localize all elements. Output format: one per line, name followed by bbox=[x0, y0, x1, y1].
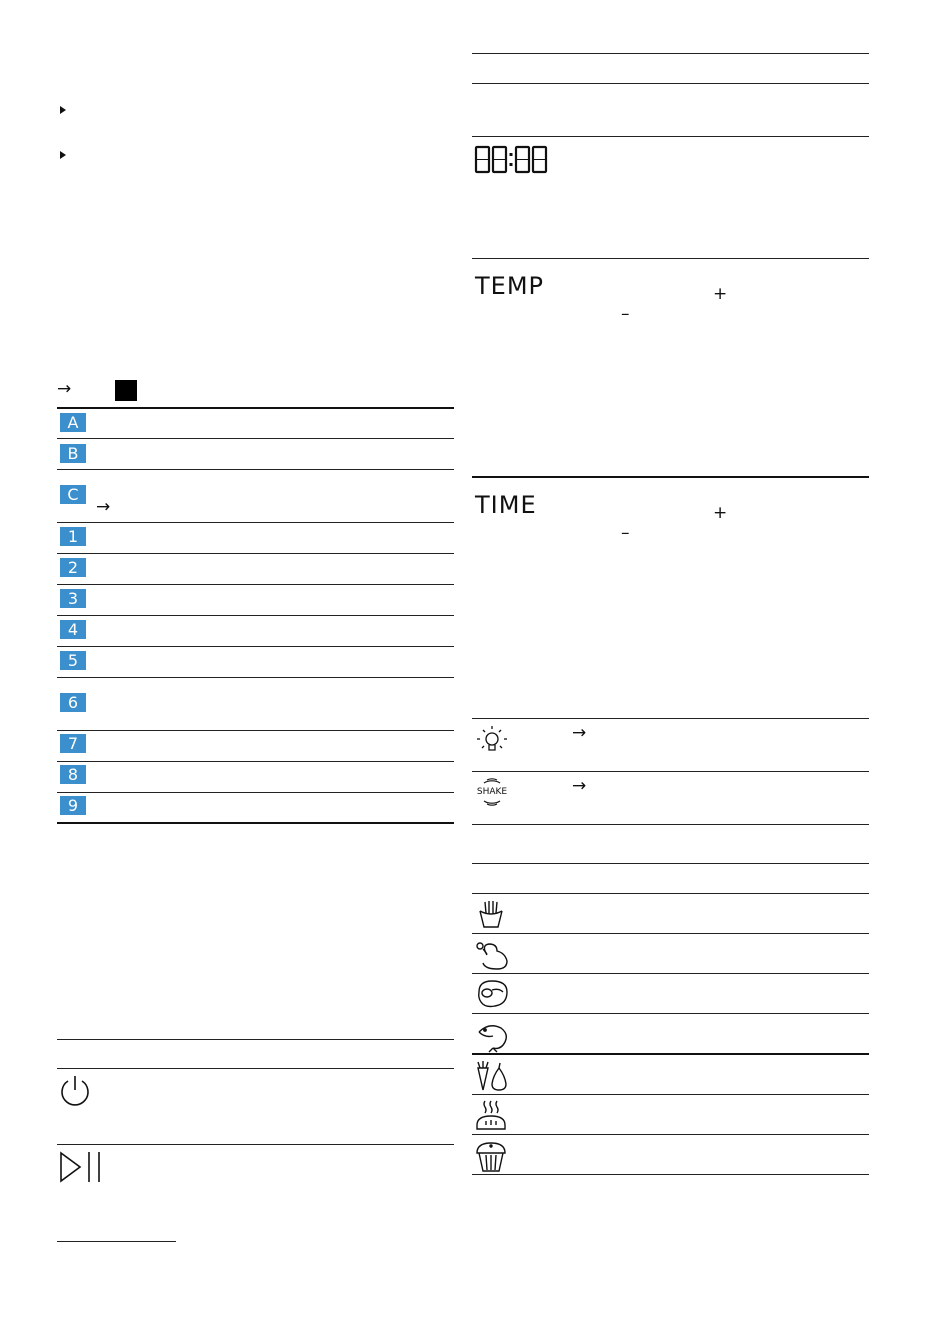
temp-minus-sign: – bbox=[621, 304, 630, 324]
shake-text: SHAKE bbox=[476, 787, 508, 797]
badge-3: 3 bbox=[60, 589, 86, 608]
badge-5: 5 bbox=[60, 651, 86, 670]
badge-c: C bbox=[60, 485, 86, 504]
row-divider bbox=[472, 718, 869, 719]
badge-6: 6 bbox=[60, 693, 86, 712]
row-divider bbox=[472, 893, 869, 894]
bread-icon bbox=[475, 1099, 509, 1131]
digital-display-icon bbox=[474, 145, 548, 175]
shake-arrow: → bbox=[572, 776, 587, 796]
muffin-icon bbox=[475, 1139, 507, 1173]
light-arrow: → bbox=[572, 723, 587, 743]
badge-c-arrow: → bbox=[96, 497, 111, 517]
row-divider bbox=[472, 933, 869, 934]
row-divider bbox=[472, 136, 869, 137]
row-divider bbox=[57, 615, 454, 616]
row-divider bbox=[57, 438, 454, 439]
row-divider bbox=[472, 1174, 869, 1175]
steak-icon bbox=[475, 978, 509, 1010]
row-divider bbox=[472, 824, 869, 825]
badge-4: 4 bbox=[60, 620, 86, 639]
row-divider bbox=[472, 53, 869, 54]
play-pause-icon bbox=[58, 1151, 104, 1183]
row-divider bbox=[57, 553, 454, 554]
row-divider bbox=[472, 1134, 869, 1135]
row-divider bbox=[57, 1039, 454, 1040]
row-divider bbox=[57, 1144, 454, 1145]
bullet-arrow-1 bbox=[60, 106, 66, 114]
time-plus-sign: + bbox=[713, 503, 728, 523]
row-divider bbox=[57, 522, 454, 523]
badge-8: 8 bbox=[60, 765, 86, 784]
food-section-rule bbox=[472, 1053, 869, 1055]
row-divider bbox=[57, 677, 454, 678]
legend-arrow: → bbox=[57, 379, 72, 399]
vegetables-icon bbox=[475, 1058, 509, 1092]
badge-9: 9 bbox=[60, 796, 86, 815]
light-icon bbox=[475, 724, 509, 758]
row-divider bbox=[57, 584, 454, 585]
time-minus-sign: – bbox=[621, 523, 630, 543]
row-divider bbox=[472, 83, 869, 84]
table-top-rule bbox=[57, 407, 454, 409]
legend-square-icon bbox=[115, 380, 137, 401]
power-icon bbox=[58, 1074, 92, 1108]
row-divider bbox=[472, 973, 869, 974]
row-divider bbox=[472, 1013, 869, 1014]
row-divider bbox=[57, 792, 454, 793]
row-divider bbox=[57, 730, 454, 731]
row-divider bbox=[57, 761, 454, 762]
chicken-drumstick-icon bbox=[475, 939, 509, 971]
footnote-rule bbox=[57, 1241, 176, 1242]
badge-7: 7 bbox=[60, 734, 86, 753]
time-label: TIME bbox=[475, 491, 537, 519]
temp-label: TEMP bbox=[475, 272, 545, 300]
row-divider bbox=[472, 1094, 869, 1095]
fries-icon bbox=[475, 899, 507, 929]
row-divider bbox=[472, 771, 869, 772]
temp-plus-sign: + bbox=[713, 284, 728, 304]
row-divider bbox=[472, 258, 869, 259]
row-divider bbox=[57, 646, 454, 647]
badge-1: 1 bbox=[60, 527, 86, 546]
fish-icon bbox=[475, 1018, 511, 1052]
badge-b: B bbox=[60, 444, 86, 463]
badge-a: A bbox=[60, 413, 86, 432]
temp-bottom-rule bbox=[472, 476, 869, 478]
row-divider bbox=[57, 1068, 454, 1069]
row-divider bbox=[472, 863, 869, 864]
badge-2: 2 bbox=[60, 558, 86, 577]
bullet-arrow-2 bbox=[60, 151, 66, 159]
row-divider bbox=[57, 469, 454, 470]
table-bottom-rule bbox=[57, 822, 454, 824]
